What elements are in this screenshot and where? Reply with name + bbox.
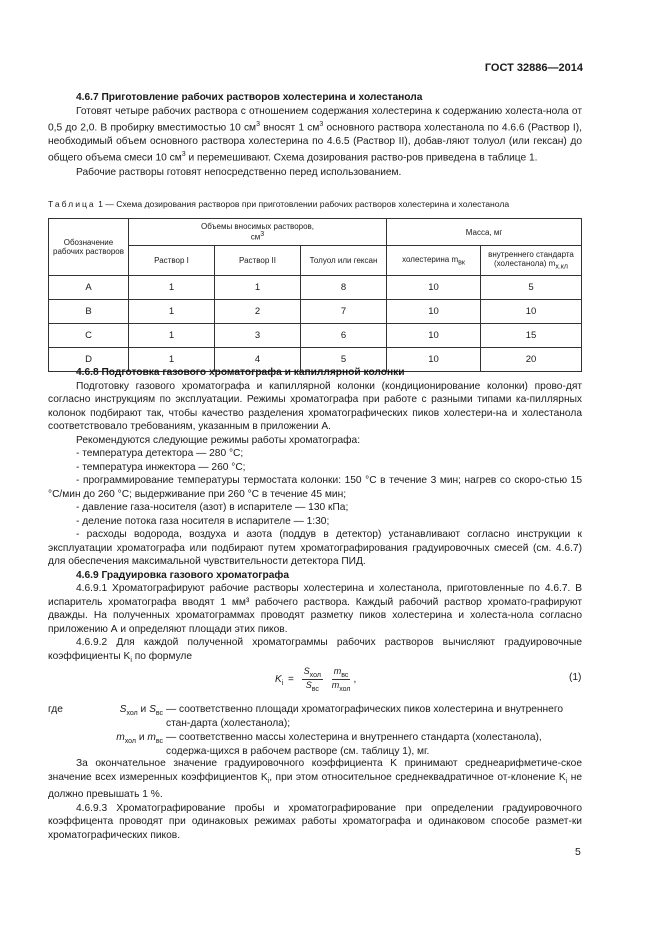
table-cell: 1 — [129, 324, 215, 348]
dosing-table — [48, 218, 582, 372]
paragraph: Подготовку газового хроматографа и капиллярной колонки (кондиционирование колонки) прово-дят согласно инструкциям по эксплуатации. Режимы хроматографа при работе с разными типами ка-пиллярных колонок подбирают так, чтобы качество разделения хроматографических пиков холестери-на и холестанола соответствовало требованиям, указанным в приложении А. — [48, 380, 582, 432]
definition-row: где $S_{хол}$ и $S_{вс}$ — соответственно площади хроматографических пиков холестерина и внутреннего стан-дарта (холестанола); — [48, 704, 563, 729]
list-item: - деление потока газа носителя в испарителе — 1:30; — [76, 515, 330, 527]
table-cell: 8 — [301, 276, 387, 300]
table-caption: Таблица 1 — Схема дозирования растворов при приготовлении рабочих растворов холестерина и холестанола — [48, 199, 510, 209]
table-cell: 5 — [301, 348, 387, 372]
fraction-areas: $\frac{S_{хол}}{S_{вс}}$ — [303, 666, 321, 693]
list-item: - давление газа-носителя (азот) в испарителе — 130 кПа; — [76, 502, 349, 513]
table-cell: 1 — [129, 300, 215, 324]
list-item: - температура детектора — 280 °С; — [76, 448, 244, 459]
list-item: - программирование температуры термостата колонки: 150 °С в течение 3 мин; нагрев со скоро-стью 15 °С/мин до 260 °С; выдерживание при 260 °С в течение 45 мин; — [48, 475, 582, 500]
table-cell: D — [49, 348, 129, 372]
formula-definitions — [48, 703, 582, 758]
paragraph: Рабочие растворы готовят непосредственно перед использованием. — [76, 167, 402, 179]
definition-row: $m_{хол}$ и $m_{вс}$ — соответственно массы холестерина и внутреннего стандарта (холестанола), содержа-щихся в рабочем растворе (см. таблицу 1), мг. — [116, 732, 542, 757]
table-row — [49, 300, 582, 324]
table-row — [49, 324, 582, 348]
table-cell: 1 — [129, 276, 215, 300]
paragraph: За окончательное значение градуировочного коэффициента K принимают среднеарифметиче-ское значение всех измеренных коэффициентов $K_i$, при этом относительное среднеквадратичное от-клонение $K_i$ не должно превышать 1 %. — [48, 758, 583, 801]
header-solution-2: Раствор II — [215, 246, 301, 276]
table-cell: 20 — [481, 348, 582, 372]
header-cholesterol-mass: холестерина $m_{вк}$ — [387, 246, 481, 276]
table-cell: 6 — [301, 324, 387, 348]
table-cell: А — [49, 276, 129, 300]
list-item: - температура инжектора — 260 °С; — [76, 461, 246, 473]
formula-number: (1) — [569, 672, 582, 683]
section-4-6-8 — [48, 366, 582, 667]
section-tail — [48, 757, 582, 842]
paragraph: Готовят четыре рабочих раствора с отношением содержания холестерина к содержанию холеста-нола от 0,5 до 2,0. В пробирку вместимостью 10 $см^3$ вносят 1 $см^3$ основного раствора холестанола по 4.6.6 (Раствор I), необходимый объем основного раствора холестерина по 4.6.5 (Раствор II), добав-ляют толуол (или гексан) до общего объема смеси 10 $см^3$ и перемешивают. Схема дозирования раство-ров приведена в таблице 1. — [48, 105, 582, 164]
header-toluene: Толуол или гексан — [301, 246, 387, 276]
paragraph: 4.6.9.2 Для каждой полученной хроматограммы рабочих растворов вычисляют градуировочные коэффициенты $K_i$ по формуле — [48, 637, 582, 664]
paragraph: 4.6.9.3 Хроматографирование пробы и хроматографирование при определении градуировочного коэффицента проводят при одинаковых режимах работы хроматографа и одинаковом способе размет-ки хроматографических пиков. — [48, 802, 582, 841]
formula: $K_i$ = $\frac{S_{хол}}{S_{вс}}$ $\frac{m_{вс}}{m_{хол}}$ , — [275, 666, 357, 693]
list-item: - расходы водорода, воздуха и азота (поддув в детектор) устанавливают согласно инструкции к эксплуатации хроматографа или подбирают путем хроматографирования градуировочных смесей (см. 4.6.7) для обеспечения максимальной чувствительности детектора ПИД. — [48, 529, 582, 567]
fraction-masses: $\frac{m_{вс}}{m_{хол}}$ — [331, 666, 351, 693]
header-mass: Масса, мг — [387, 219, 582, 246]
table-cell: 10 — [387, 276, 481, 300]
section-heading: 4.6.7 Приготовление рабочих растворов холестерина и холестанола — [76, 92, 423, 103]
section-heading: 4.6.9 Градуировка газового хроматографа — [76, 569, 290, 581]
header-solution-1: Раствор I — [129, 246, 215, 276]
document-standard-number: ГОСТ 32886—2014 — [484, 62, 583, 74]
table-cell: 7 — [301, 300, 387, 324]
table-cell: 4 — [215, 348, 301, 372]
paragraph: 4.6.9.1 Хроматографируют рабочие растворы холестерина и холестанола, приготовленные по 4.6.7. В испаритель хроматографа вводят 1 мм³ рабочего раствора. Каждый рабочий раствор хромато-графируют дважды. На полученных хроматограммах проводят разметку пиков холестерина и холеста-нола согласно приложению А и определяют площади этих пиков. — [48, 583, 582, 635]
table-cell: С — [49, 324, 129, 348]
table-cell: 10 — [481, 300, 582, 324]
table-cell: В — [49, 300, 129, 324]
header-volumes: Объемы вносимых растворов, $см^3$ — [129, 219, 387, 246]
header-designation: Обозначение рабочих растворов — [49, 219, 129, 276]
table-cell: 3 — [215, 324, 301, 348]
table-cell: 10 — [387, 324, 481, 348]
table-cell: 5 — [481, 276, 582, 300]
header-standard-mass: внутреннего стандарта (холестанола) $m_{х.кл}$ — [481, 246, 582, 276]
table-cell: 10 — [387, 348, 481, 372]
table-cell: 10 — [387, 300, 481, 324]
table-cell: 15 — [481, 324, 582, 348]
page-number: 5 — [575, 846, 581, 858]
table-cell: 1 — [215, 276, 301, 300]
table-row — [49, 276, 582, 300]
table-cell: 1 — [129, 348, 215, 372]
paragraph: Рекомендуются следующие режимы работы хроматографа: — [76, 434, 361, 446]
section-heading: 4.6.8 Подготовка газового хроматографа и капиллярной колонки — [76, 367, 405, 378]
table-cell: 2 — [215, 300, 301, 324]
section-4-6-7 — [48, 91, 582, 180]
